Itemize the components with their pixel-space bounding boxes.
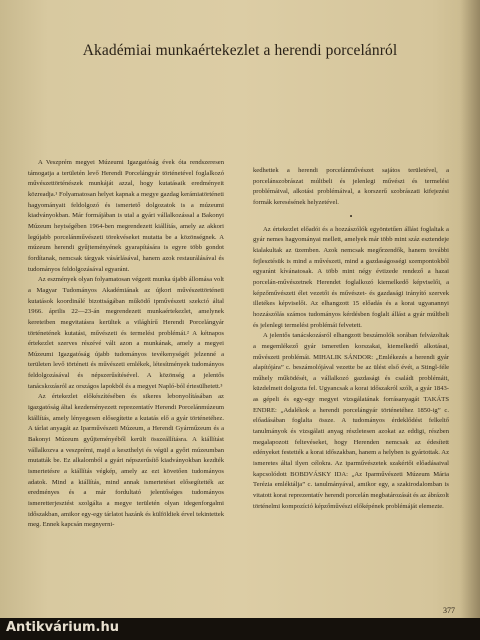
left-paragraph-2: Az eszmények olyan folyamatosan végzett munka újabb állomása volt a Magyar Tudományos Akadémiának az újkori művészettörténeti kutatások koordinálé bizottságában működő ipművészeti szekció által 1966. április 22—23-án megrendezett munkaértekezlet, amelynek kereteiben megvitatásra kerültek a világhírű Herendi Porcelángyár történetének kutatási, művészeti és termelési problémái.² A kétnapos értekezlet szerves részévé vált azon a munkának, amely a megyei Múzeumi Igazgatóság újabb tudományos tevékenységét jelzenné a területen levő történeti és művészeti emlékek, létesítmények tudományos feldolgozásával és népszerűsítésével. A közönség a jelentős tanácskozásról az országos lapokból és a megyei Napló-ból értesülhetett.³ <box>28 276 224 390</box>
article-title: Akadémiai munkaértekezlet a herendi porcelánról <box>82 42 398 59</box>
watermark-bar <box>0 618 480 640</box>
right-paragraph-1: Az értekezlet előadói és a hozzászólók egyöntetűen állást foglaltak a gyár nemes hagyományai mellett, amelyek már több mint száz esztendeje kialakultak az üzemben. Azok nemcsak megőrzendők, hanem további fejlesztésük is mind a művészeti, mind a gazdaságosségi szempontokból egyaránt kívánatosak. A több mint négy évtizede rendező a hazai porcelán-művészetnek Herendet foglalkozó kiemelkedő képviselői, a képzőművészeti élet vezetői és művészet- és gazdasági irányító szervek illetékes képviselői. Az elhangzott 15 előadás és a korai ugyanannyi hozzászólás számos tudományos kérdésben foglalt állást a gyár múltbeli és jelenlegi termelési problémái felvetett. <box>253 225 449 329</box>
left-paragraph-3: Az értekezlet előkészítésében és sikeres lebonyolításában az igazgatóság által kezdeményezett reprezentatív Herendi Porcelánmúzeum kiállítás, amely lényegesen elősegítette a kutatás elő a gyár történetéhez. A tárlat anyagát az Iparművészeti Múzeum, a Herendi Gyárműzeum és a Bakonyi Múzeum gyűjteményéből került összeállításra. A kiállítást vállalkozva a veszprémi, majd a keszthelyi és végül a győri múzeumban mutatták be. Ez alkalomból a gyári népszerűsítő kiadványokban kezdték ismertetésre a kiállítás végkép, amely az ezt követően tudományos adatok. Mind a kiállítás, mind annak ismertetései elősegítették az eredményes és a már fordultató jelentőséges tudományos ismeretterjesztést szolgálta a megye területén olyan idegenforgalmi időszakban, amikor egy-egy tárlatot hazánk és külföldiek érvel tekintettek meg. Ennek kapcsán megnyerni- <box>28 393 224 529</box>
page-number: 377 <box>443 606 455 615</box>
watermark-text: Antikvárium.hu <box>6 620 119 635</box>
section-separator: • <box>349 211 353 221</box>
left-column <box>28 158 224 531</box>
right-paragraph-2: A jelentős tanácskozásról elhangzott beszámolók sorában felvázoltak a megemlékező gyár ismeretlen korszakai, kiemelkedő alkotásai, művészeti problémái. MIHALIK SÁNDOR: „Emlékezés a herendi gyár alapítójára” c. beszámolójával vezette be az ülést első évét, a Stingl-féle műhely működését, a vállalkozó gazdasági és családi problémáit, küzdelmeit dolgozta fel. Ugyancsak a korai időszakról szólt, a gyár 1843-as gépeli és egy-egy megyei vizsgálatának forrásanyagát TAKÁTS ENDRE: „Adalékok a herendi porcelángyár történetéhez 1850-ig” c. előadásában foglalta össze. A tudományos érdeklődést felkeltő tanulmányok és vizsgálati anyag részletesen azokat az eddigi, részben megalapozott feltevéseket, hogy Herenden nemcsak az édesített edényeket festették a korai időszakban, hanem a helyben is gyártottak. Az ismeretes által ilyen célokra. Az iparművészetek szakértői előadásaival kapcsolódott BOBDVÁSKY IDA: „Az Iparművészeti Múzeum Mária Terézia emléktálja” c. tanulmányával, amikor egy, a szakirodalomban is vitatott korai reprezentatív herendi porcelán megbatározását és az ábrázolt történelmi kompozíció képzőművészi előképének problémáját elemezte. <box>253 332 449 510</box>
left-paragraph-1: A Veszprém megyei Múzeumi Igazgatóság évek óta rendszeresen támogatja a területén levő Herendi Porcelángyár történetével foglalkozó művészettörténészek munkáját azzal, hogy kutatásaik eredményeit közreadja.¹ Folyamatosan helyet kapnak a megye gazdag kerámiatörténeti hagyományait feldolgozó és ismertető dolgozatok is a múzeumi kiadványokban. Már formájában is utal a gyári vállalkozással a Bakonyi Múzeum heyiségében 1964-ben megrendezett kiállítás, amely az akkori legújabb porcelánművészeti törekvéseket mutatta be a közönségnek. A múzeum herendi gyűjteményének gyarapítására is egyre több gondot fordítanak, nemcsak tárgyak vásárlásával, hanem azok restaurálásával és tudományos feldolgozásával egyaránt. <box>28 159 224 273</box>
right-column <box>253 166 449 512</box>
right-paragraph-continued: kedhettek a herendi porcelánművészet sajátos területével, a porcelánszobrászat múltbeli és jelenlegi művészi és termelési problémáival, alkotási problémáival, a korszerű szobrászati kifejezési formák keresésének helyzetével. <box>253 167 449 206</box>
